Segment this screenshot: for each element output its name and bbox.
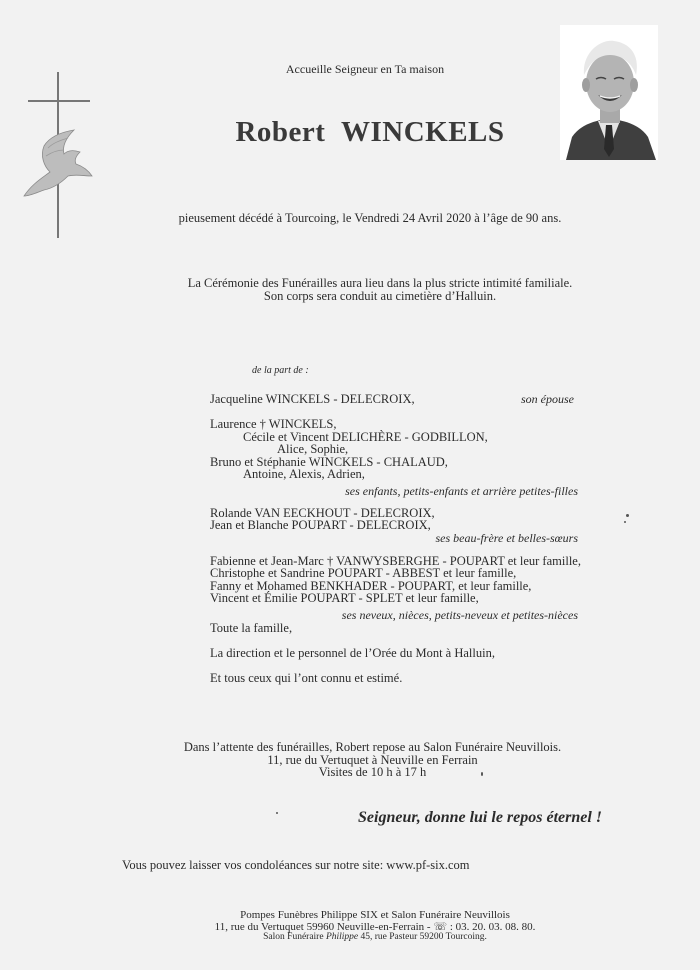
death-notice: pieusement décédé à Tourcoing, le Vendredi 24 Avril 2020 à l’âge de 90 ans. bbox=[178, 211, 562, 225]
scan-speck bbox=[276, 812, 278, 814]
family-line: Alice, Sophie, bbox=[277, 442, 349, 456]
others-line: Et tous ceux qui l’ont connu et estimé. bbox=[210, 671, 403, 685]
family-line: Fabienne et Jean-Marc † VANWYSBERGHE - POUPART et leur famille, bbox=[210, 554, 581, 568]
footer-salon-address: 45, rue Pasteur 59200 Tourcoing. bbox=[358, 932, 487, 942]
family-line: Vincent et Émilie POUPART - SPLET et leur famille, bbox=[210, 591, 479, 605]
scan-speck bbox=[626, 514, 629, 517]
whole-family: Toute la famille, bbox=[210, 621, 293, 635]
opening-prayer: Accueille Seigneur en Ta maison bbox=[285, 62, 445, 76]
rest-place-line-3: Visites de 10 h à 17 h bbox=[318, 765, 427, 779]
ceremony-line-1: La Cérémonie des Funérailles aura lieu dans la plus stricte intimité familiale. bbox=[187, 276, 573, 290]
footer-salon-label: Salon Funéraire bbox=[263, 932, 326, 942]
scan-speck bbox=[481, 772, 483, 776]
staff-line: La direction et le personnel de l’Orée du Mont à Halluin, bbox=[210, 646, 495, 660]
footer-salon bbox=[150, 932, 600, 942]
deceased-first-name: Robert bbox=[235, 116, 326, 148]
footer-salon-owner: Philippe bbox=[325, 932, 359, 942]
family-line: Jean et Blanche POUPART - DELECROIX, bbox=[210, 518, 431, 532]
scan-speck bbox=[624, 521, 626, 523]
in-laws-relation: ses beau-frère et belles-sœurs bbox=[435, 531, 578, 545]
spouse-relation: son épouse bbox=[521, 392, 574, 406]
cross-horizontal-bar bbox=[28, 100, 90, 102]
family-line: Fanny et Mohamed BENKHADER - POUPART, et leur famille, bbox=[210, 579, 532, 593]
family-line: Laurence † WINCKELS, bbox=[210, 417, 337, 431]
spouse-name: Jacqueline WINCKELS - DELECROIX, bbox=[210, 392, 415, 406]
footer-company: Pompes Funèbres Philippe SIX et Salon Funéraire Neuvillois bbox=[240, 909, 510, 921]
deceased-name bbox=[0, 116, 700, 149]
family-line: Christophe et Sandrine POUPART - ABBEST et leur famille, bbox=[210, 566, 517, 580]
rest-place-line-1: Dans l’attente des funérailles, Robert repose au Salon Funéraire Neuvillois. bbox=[183, 740, 562, 754]
rest-place-line-2: 11, rue du Vertuquet à Neuville en Ferrain bbox=[267, 753, 478, 767]
condolences-note: Vous pouvez laisser vos condoléances sur notre site: www.pf-six.com bbox=[122, 858, 470, 872]
from-label: de la part de : bbox=[252, 365, 309, 376]
family-line: Cécile et Vincent DELICHÈRE - GODBILLON, bbox=[243, 430, 488, 444]
deceased-last-name: WINCKELS bbox=[340, 116, 505, 148]
family-line: Antoine, Alexis, Adrien, bbox=[243, 467, 365, 481]
nephews-relation: ses neveux, nièces, petits-neveux et petites-nièces bbox=[341, 608, 578, 622]
footer-address: 11, rue du Vertuquet 59960 Neuville-en-Ferrain - ☏ : 03. 20. 03. 08. 80. bbox=[214, 921, 536, 933]
family-line: Rolande VAN EECKHOUT - DELECROIX, bbox=[210, 506, 435, 520]
final-prayer: Seigneur, donne lui le repos éternel ! bbox=[358, 809, 603, 826]
children-relation: ses enfants, petits-enfants et arrière petites-filles bbox=[345, 484, 578, 498]
family-line: Bruno et Stéphanie WINCKELS - CHALAUD, bbox=[210, 455, 448, 469]
ceremony-line-2: Son corps sera conduit au cimetière d’Halluin. bbox=[263, 289, 497, 303]
